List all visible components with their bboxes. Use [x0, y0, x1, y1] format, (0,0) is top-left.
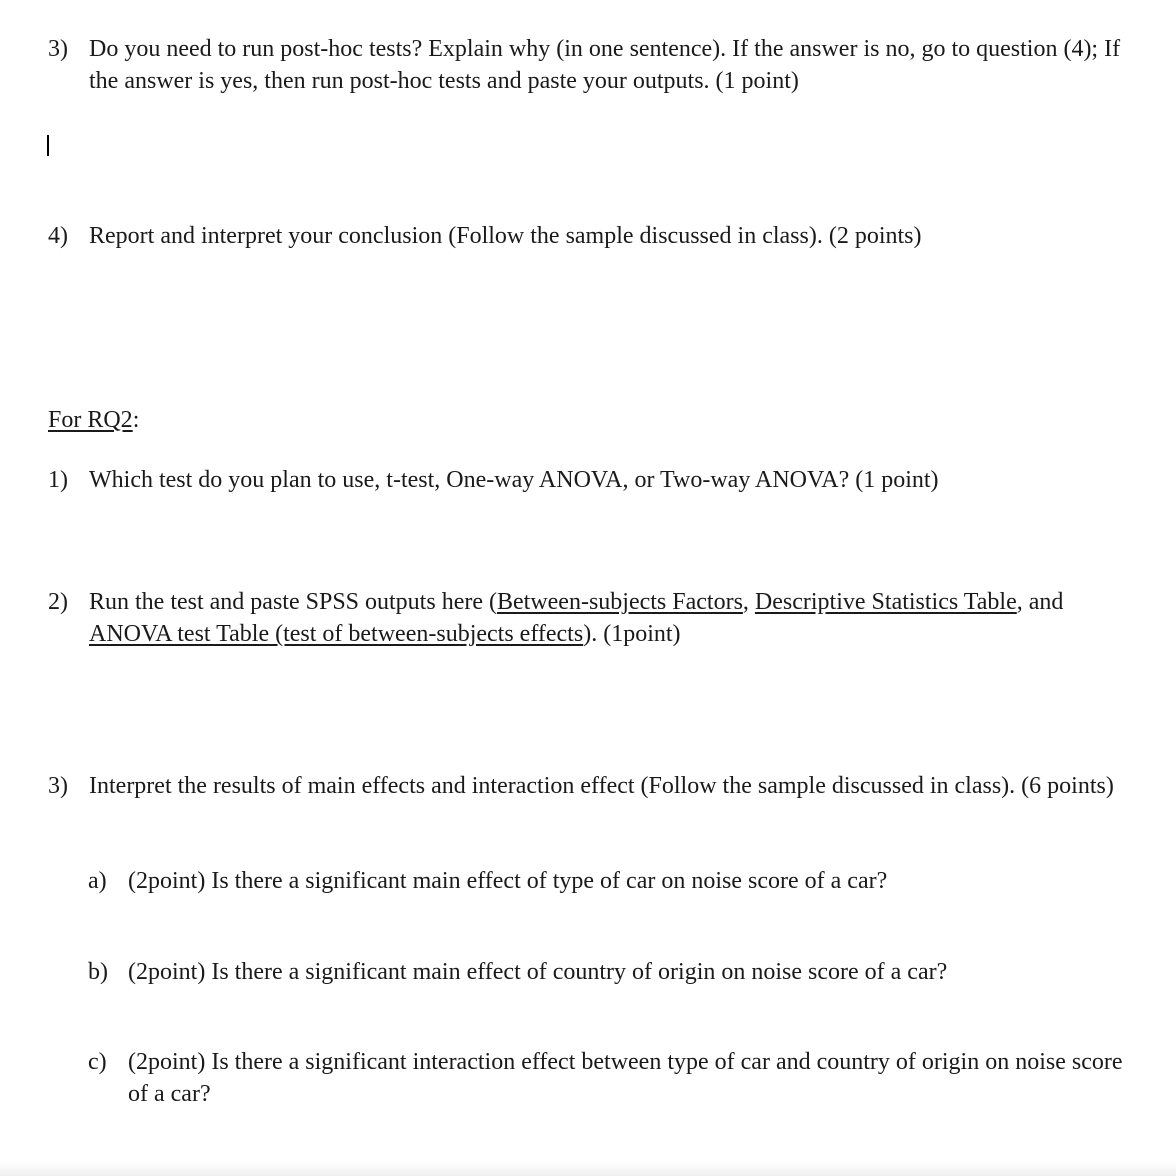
question-text-part: , [742, 589, 755, 615]
question-number: 2) [48, 589, 68, 615]
question-text: Do you need to run post-hoc tests? Explain why (in one sentence). If the answer is no, go to question (4); If the answer is yes, then run post-hoc tests and paste your outputs. (1 point) [89, 36, 1121, 94]
page-bottom-edge [0, 1162, 1176, 1176]
question-text: Interpret the results of main effects and interaction effect (Follow the sample discussed in class). (6 points) [89, 773, 1114, 799]
question-text-part: , and [1016, 589, 1064, 615]
question-number: 3) [48, 36, 68, 62]
rq2-question-2 [48, 586, 1128, 650]
question-3-post-hoc [48, 33, 1128, 97]
question-text: Which test do you plan to use, t-test, One-way ANOVA, or Two-way ANOVA? (1 point) [89, 467, 939, 493]
subquestion-letter: c) [88, 1049, 107, 1075]
subquestion-text: (2point) Is there a significant interaction effect between type of car and country of origin on noise score of a car? [128, 1049, 1123, 1107]
rq2-heading-colon: : [132, 407, 140, 433]
question-number: 4) [48, 223, 68, 249]
anova-test-table-link[interactable]: ANOVA test Table (test of between-subjects effects [89, 621, 584, 647]
subquestion-a [88, 865, 1128, 897]
rq2-question-1 [48, 464, 1128, 496]
subquestion-letter: a) [88, 868, 107, 894]
subquestion-b [88, 956, 1128, 988]
rq2-question-3 [48, 770, 1128, 802]
descriptive-statistics-table-link[interactable]: Descriptive Statistics Table [754, 589, 1017, 615]
subquestion-text: (2point) Is there a significant main effect of country of origin on noise score of a car? [128, 959, 948, 985]
rq2-heading [48, 404, 139, 436]
subquestion-c [88, 1046, 1128, 1110]
question-number: 3) [48, 773, 68, 799]
question-number: 1) [48, 467, 68, 493]
text-cursor[interactable] [47, 135, 49, 156]
question-text [89, 586, 1128, 650]
subquestion-text: (2point) Is there a significant main effect of type of car on noise score of a car? [128, 868, 888, 894]
rq2-heading-label: For RQ2 [48, 407, 133, 433]
question-4-conclusion [48, 220, 1128, 252]
subquestion-letter: b) [88, 959, 108, 985]
between-subjects-factors-link[interactable]: Between-subjects Factors [496, 589, 743, 615]
question-text-part: ). (1point) [583, 621, 681, 647]
question-text-part: Run the test and paste SPSS outputs here ( [89, 589, 497, 615]
question-text: Report and interpret your conclusion (Follow the sample discussed in class). (2 points) [89, 223, 922, 249]
